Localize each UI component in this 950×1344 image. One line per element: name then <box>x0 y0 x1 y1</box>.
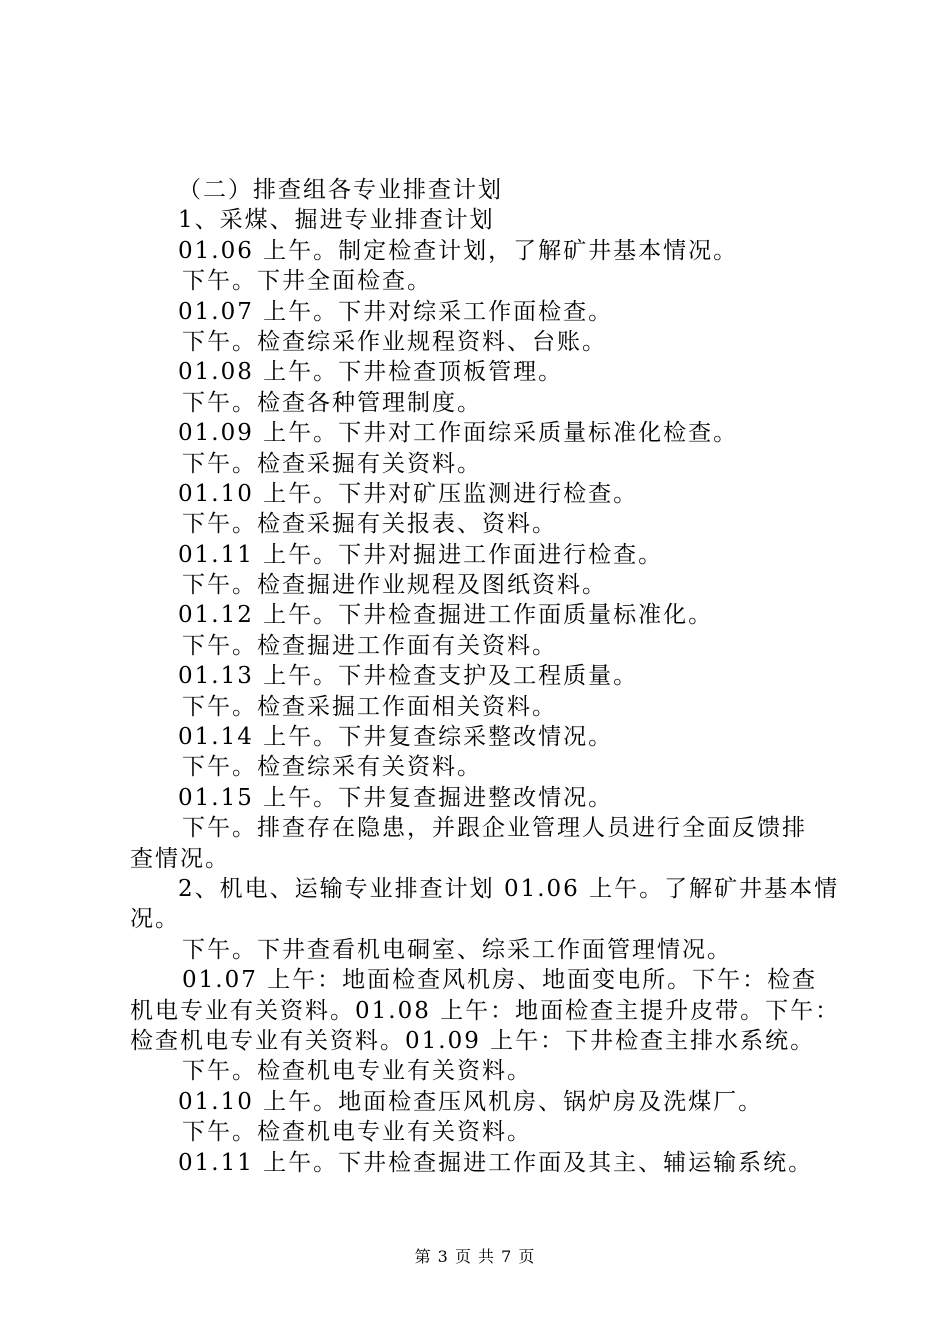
text-line: 01.10 上午。下井对矿压监测进行检查。 <box>178 480 639 507</box>
text-line: 查情况。 <box>130 845 230 872</box>
text-line: 下午。下井全面检查。 <box>182 268 432 295</box>
text-line: 01.14 上午。下井复查综采整改情况。 <box>178 724 614 751</box>
text-line: 01.15 上午。下井复查掘进整改情况。 <box>178 784 614 811</box>
text-line: 下午。检查采掘有关报表、资料。 <box>182 511 557 538</box>
text-line: 01.13 上午。下井检查支护及工程质量。 <box>178 663 639 690</box>
text-line: 01.08 上午。下井检查顶板管理。 <box>178 359 564 386</box>
document-body <box>130 175 841 1178</box>
text-line: 况。 <box>130 906 180 933</box>
text-line: 01.07 上午。下井对综采工作面检查。 <box>178 298 614 325</box>
text-line: 01.10 上午。地面检查压风机房、锅炉房及洗煤厂。 <box>178 1088 764 1115</box>
text-line: 01.07 上午：地面检查风机房、地面变电所。下午：检查 <box>182 967 818 994</box>
text-line: 下午。下井查看机电硐室、综采工作面管理情况。 <box>182 936 732 963</box>
text-line: 01.12 上午。下井检查掘进工作面质量标准化。 <box>178 602 714 629</box>
text-line: 检查机电专业有关资料。01.09 上午：下井检查主排水系统。 <box>130 1027 816 1054</box>
text-line: 01.11 上午。下井对掘进工作面进行检查。 <box>178 541 664 568</box>
text-line: 01.09 上午。下井对工作面综采质量标准化检查。 <box>178 420 739 447</box>
text-line: 下午。检查采掘工作面相关资料。 <box>182 693 557 720</box>
text-line: 下午。检查综采作业规程资料、台账。 <box>182 328 607 355</box>
text-line: 2、机电、运输专业排查计划 01.06 上午。了解矿井基本情 <box>178 875 840 902</box>
text-line: 1、采煤、掘进专业排查计划 <box>178 207 495 234</box>
text-line: 01.06 上午。制定检查计划，了解矿井基本情况。 <box>178 237 739 264</box>
text-line: 下午。检查掘进作业规程及图纸资料。 <box>182 572 607 599</box>
text-line: 机电专业有关资料。01.08 上午：地面检查主提升皮带。下午： <box>130 997 841 1024</box>
text-line: 下午。检查综采有关资料。 <box>182 754 482 781</box>
text-line: 下午。检查机电专业有关资料。 <box>182 1058 532 1085</box>
text-line: 下午。检查采掘有关资料。 <box>182 450 482 477</box>
text-line: 下午。检查各种管理制度。 <box>182 389 482 416</box>
text-line: 下午。排查存在隐患，并跟企业管理人员进行全面反馈排 <box>182 815 807 842</box>
text-line: 下午。检查机电专业有关资料。 <box>182 1119 532 1146</box>
page-footer: 第 3 页 共 7 页 <box>414 1247 536 1266</box>
text-line: 下午。检查掘进工作面有关资料。 <box>182 632 557 659</box>
text-line: （二）排查组各专业排查计划 <box>178 177 503 203</box>
text-line: 01.11 上午。下井检查掘进工作面及其主、辅运输系统。 <box>178 1149 814 1176</box>
